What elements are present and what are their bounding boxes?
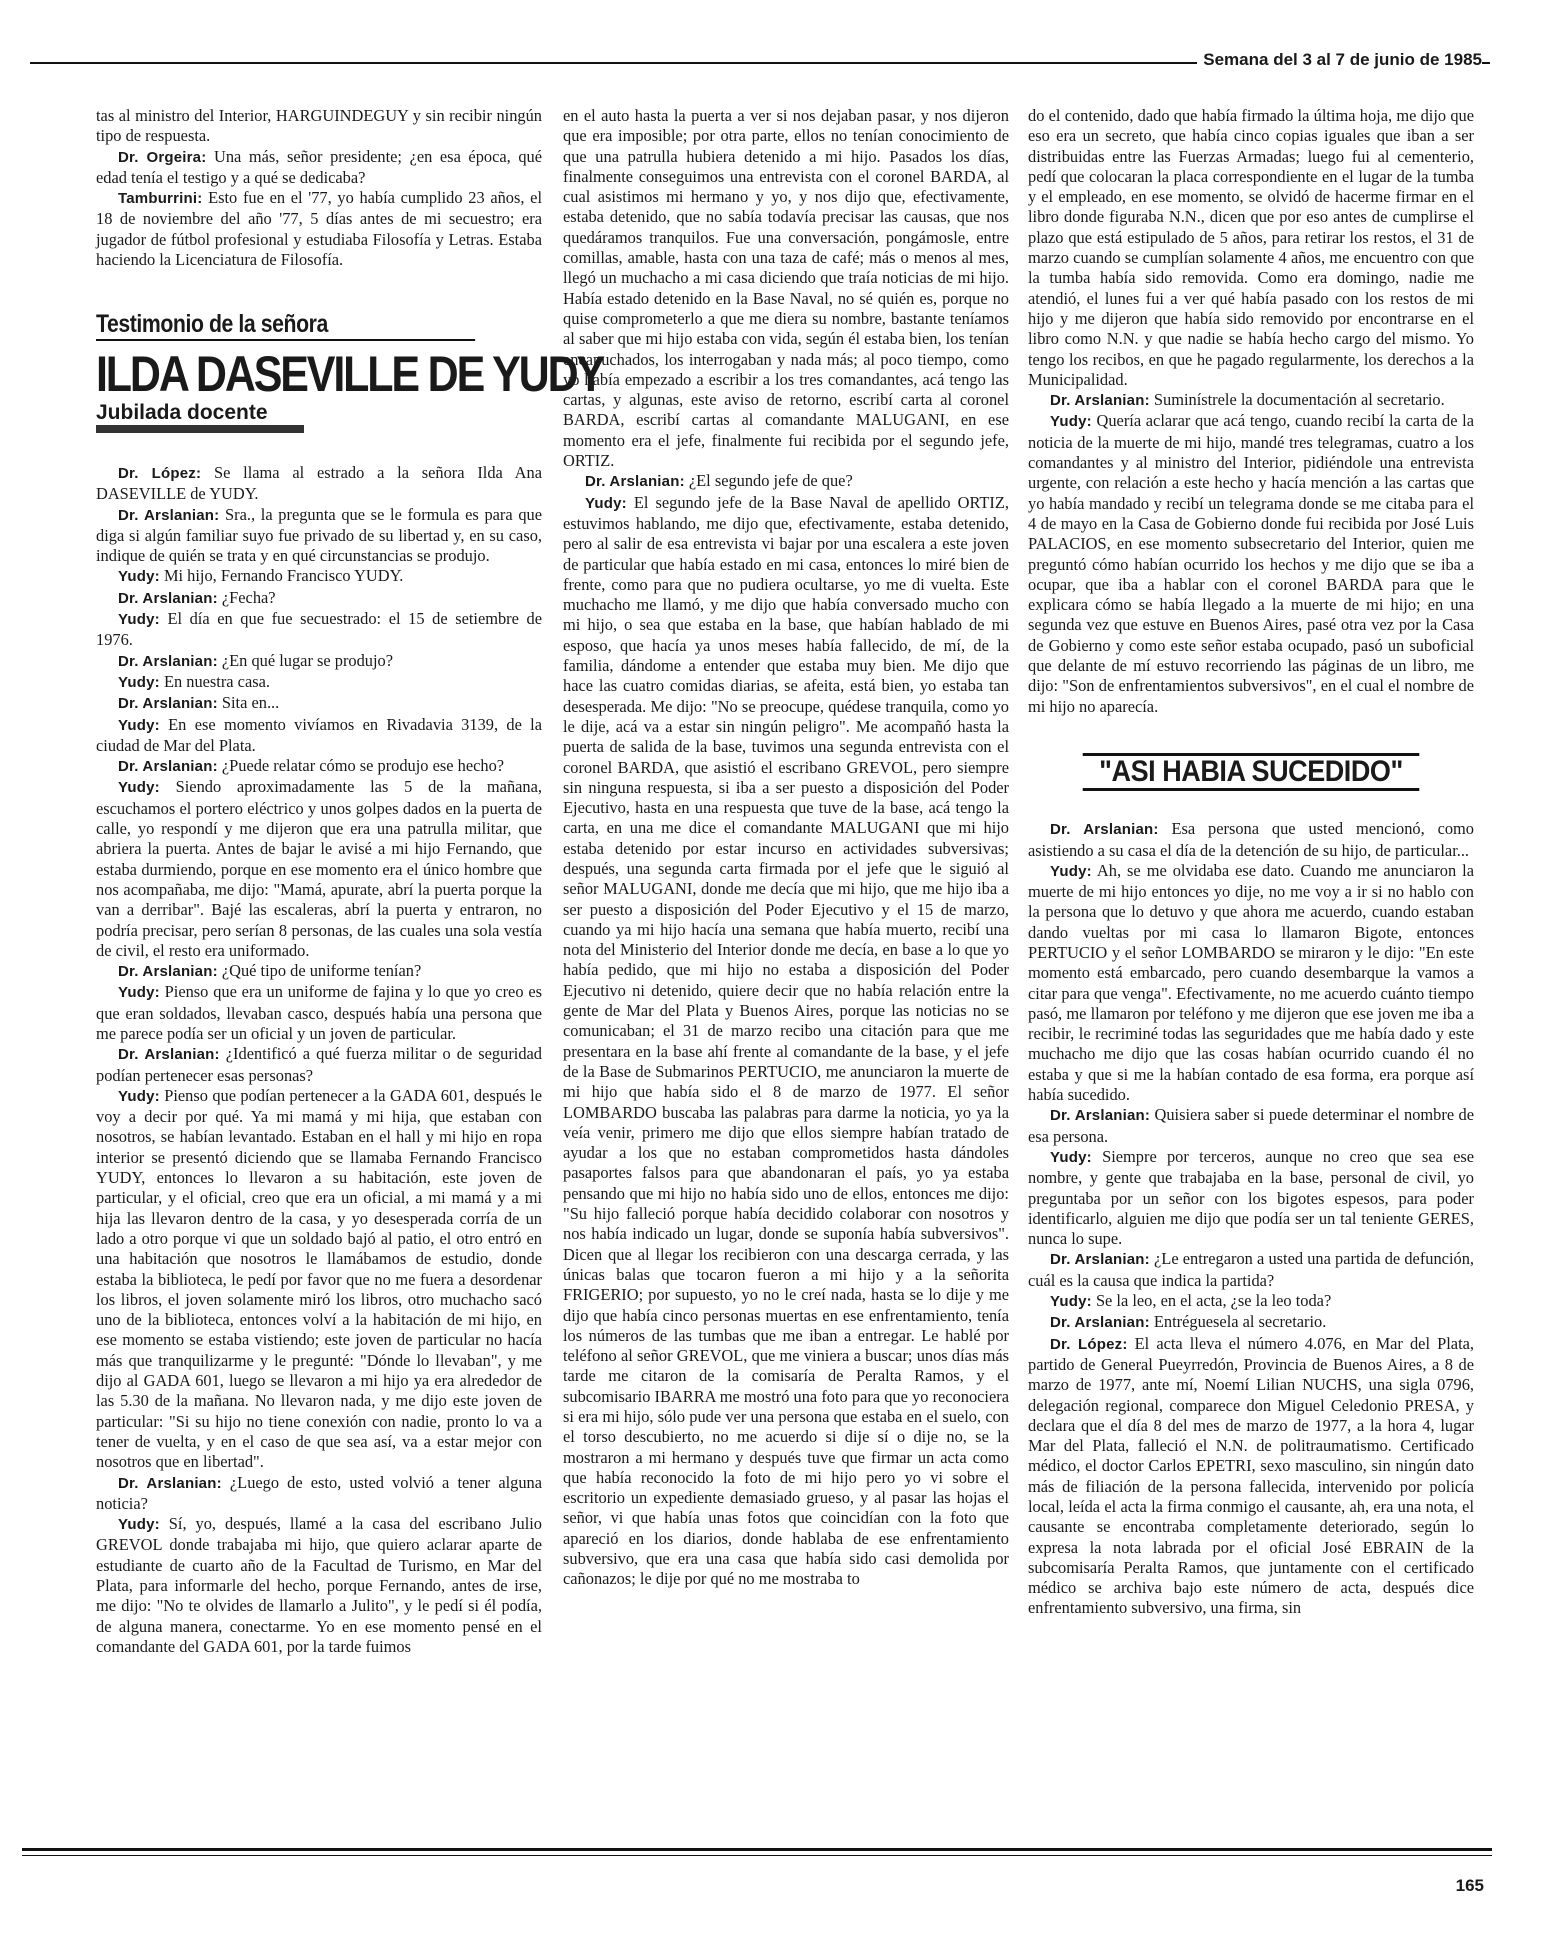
paragraph-text: Esa persona que usted mencionó, como asistiendo a su casa el día de la detención de su hijo, de particular... <box>1028 819 1474 860</box>
paragraph-text: en el auto hasta la puerta a ver si nos dejaban pasar, y nos dijeron que era imposible; por otra parte, ellos no tenían conocimiento de que una patrulla hubiera detenido a mi hijo. Pasados los días, finalmente conseguimos una entrevista con el coronel BARDA, al cual asistimos mi hermano y yo, y nos dijo que, efectivamente, estaba detenido, que no sabía todavía precisar las causas, que nos quedáramos tranquilos. Fue una conversación, pongámosle, entre comillas, amable, hasta con una taza de café; más o menos al mes, llegó un muchacho a mi casa diciendo que traía noticias de mi hijo. Había estado detenido en la Base Naval, no sé quién es, porque no quise comprometerlo a que me diera su nombre, bastante teníamos al saber que mi hijo estaba con vida, según él estaba bien, los tenían encapuchados, los interrogaban y nada más; al poco tiempo, como yo había empezado a escribir a los tres comandantes, acá tengo las cartas, y algunas, este aviso de retorno, escribí carta al coronel BARDA, escribí cartas al comandante MALUGANI, en ese momento era el jefe, finalmente fui recibida por el segundo jefe, ORTIZ. <box>563 106 1009 471</box>
speaker-label: Yudy: <box>118 984 160 1002</box>
footer-rule-thin <box>22 1855 1492 1856</box>
speaker-label: Dr. Arslanian: <box>118 652 218 670</box>
paragraph <box>1028 1312 1474 1333</box>
paragraph-text: En nuestra casa. <box>159 671 270 691</box>
paragraph <box>563 106 1009 471</box>
paragraph-text: Quería aclarar que acá tengo, cuando recibí la carta de la noticia de la muerte de mi hijo, mandé tres telegramas, cuatro a los comandantes y al ministro del Interior, pidiéndole una entrevista urgente, con relación a este hecho y hacía mención a las cartas que yo había mandado y recibí un telegrama donde se me citaba para el 4 de mayo en la Casa de Gobierno donde fui recibida por José Luis PALACIOS, en ese momento subsecretario del Interior, quien me preguntó cómo habían ocurrido los hechos y me dijo que se iba a ocupar, que iba a hablar con el coronel BARDA para que le explicara cómo se había llegado a la muerte de mi hijo; en una segunda vez que estuve en Buenos Aires, pasé otra vez por la Casa de Gobierno y como este señor estaba ocupado, pasó un suboficial que delante de mí estuvo recorriendo las páginas de un libro, me dijo: "Son de enfrentamientos subversivos", en el cual el nombre de mi hijo no aparecía. <box>1028 411 1474 716</box>
section-heading <box>1050 753 1451 791</box>
col1-top-text <box>96 106 542 270</box>
paragraph-text: Entréguesela al secretario. <box>1149 1312 1327 1332</box>
speaker-label: Yudy: <box>585 494 627 512</box>
paragraph <box>96 463 542 505</box>
paragraph-text: tas al ministro del Interior, HARGUINDEGUY y sin recibir ningún tipo de respuesta. <box>96 106 542 146</box>
paragraph <box>96 588 542 609</box>
paragraph-text: El segundo jefe de la Base Naval de apellido ORTIZ, estuvimos hablando, me dijo que, efectivamente, estaba detenido, pero al salir de esa entrevista vi bajar por una escalera a este joven de particular que había estado en mi casa, entonces lo miré bien de frente, como para que no pudiera ocultarse, yo me di vuelta. Este muchacho me llamó, y me dijo que había conversado mucho con mi hijo, o sea que estaba en la base, que habían hablado de mi esposo, que hacía ya unos meses había fallecido, de mí, de la familia, dándome a entender que estaba muy bien. Me dijo que hace las cuatro comidas diarias, se afeita, está bien, yo estaba tan desesperada. Me dijo: "No se preocupe, quédese tranquila, como yo le dije, acá va a estar sin ningún peligro". Me acompañó hasta la puerta de salida de la base, tuvimos una segunda entrevista con el coronel BARDA, que asistió el escribano GREVOL, pero siempre sin ninguna respuesta, si iba a ser puesto a disposición del Poder Ejecutivo, hasta en una respuesta que tuve de la base, acá tengo la carta, en una me dice el comandante MALUGANI que mi hijo estaba detenido por estar incurso en actividades subversivas; después, una segunda carta firmada por el jefe que le siguió al señor MALUGANI, donde me decía que mi hijo, que me hijo iba a ser puesto a disposición del Poder Ejecutivo y el 15 de marzo, cuando ya mi hijo hacía una semana que había muerto, recibí una nota del Ministerio del Interior donde me decía, en base a lo que yo había pedido, que mi hijo no estaba a disposición del Poder Ejecutivo ni detenido, quiere decir que no había relación entre la gente de Mar del Plata y Buenos Aires, porque las noticias no se comunicaban; el 31 de marzo recibo una citación para que me presentara en la base ahí frente al comandante de la base, y el jefe de la Base de Submarinos PERTUCIO, me anunciaron la muerte de mi hijo que había sido el 8 de marzo de 1977. El señor LOMBARDO buscaba las palabras para darme la noticia, yo ya la veía venir, primero me dijo que ellos siempre habían tratado de ayudar a los que no estaban comprometidos hasta dándoles pasaportes falsos para que abandonaran el país, yo ya estaba pensando que mi hijo no había sido uno de ellos, entonces me dijo: "Su hijo falleció porque había decidido colaborar con nosotros y nos había indicado un lugar, donde se suponía había subversivos". Dicen que al llegar los recibieron con una descarga cerrada, y las únicas balas que tocaron fueron a mi hijo y a la señorita FRIGERIO; por supuesto, yo no le creí nada, hasta se lo dije y me dijo que había cinco personas muertas en ese enfrentamiento, tenía los números de las tumbas que me iban a entregar. Le hablé por teléfono al señor GREVOL, que me viniera a buscar; unos días más tarde me citaron de la comisaría de Peralta Ramos, y el subcomisario IBARRA me mostró una foto para que yo reconociera si era mi hijo, sólo pude ver una persona que estaba en el suelo, con el torso descubierto, no me acuerdo si dije sí o dije no, se la mostraron a mi hermano y después tuve que firmar un acta como que había reconocido la foto de mi hijo pero yo vi sobre el escritorio un expediente demasiado grueso, y al pasar las hojas el señor, vi que había unas fotos que coincidían con la foto que apareció en los diarios, donde hablaba de ese enfrentamiento subversivo, que era una casa que había sido casi demolida por cañonazos; le dije por qué no me mostraba to <box>563 492 1009 1589</box>
paragraph <box>1028 1249 1474 1291</box>
paragraph <box>96 693 542 714</box>
speaker-label: Yudy: <box>118 673 160 691</box>
speaker-label: Yudy: <box>1050 1148 1092 1166</box>
speaker-label: Yudy: <box>1050 1293 1092 1311</box>
paragraph-text: Siendo aproximadamente las 5 de la mañana, escuchamos el portero eléctrico y unos golpes dados en la puerta de calle, yo respondí y me dijeron que era una patrulla militar, que abriera la puerta. Antes de bajar le avisé a mi hijo Fernando, que estaba durmiendo, porque en ese momento era el único hombre que nos acompañaba, me dijo: "Mamá, apurate, abrí la puerta porque la van a derribar". Bajé las escaleras, abrí la puerta y entraron, no podría precisar, pero serían 8 personas, de las cuales una sola vestía de civil, el resto era uniformado. <box>96 777 542 960</box>
paragraph <box>96 1514 542 1657</box>
testimony-label: Testimonio de la señora <box>96 314 475 340</box>
col1-main-text <box>96 463 542 1657</box>
speaker-label: Dr. Arslanian: <box>1050 1314 1150 1332</box>
speaker-label: Dr. Arslanian: <box>118 589 218 607</box>
speaker-label: Dr. Arslanian: <box>118 758 218 776</box>
paragraph <box>96 188 542 270</box>
paragraph-text: ¿Qué tipo de uniforme tenían? <box>217 961 422 981</box>
paragraph <box>1028 1147 1474 1249</box>
issue-date: Semana del 3 al 7 de junio de 1985 <box>1197 50 1482 70</box>
paragraph <box>1028 861 1474 1106</box>
speaker-label: Dr. Arslanian: <box>118 506 220 524</box>
paragraph-text: Ah, se me olvidaba ese dato. Cuando me anunciaron la muerte de mi hijo entonces yo dije, no me voy a ir si no hablo con la persona que lo detuvo y que ahora me acuerdo, cuando estaban dando vueltas por mi casa lo llamaron Bigote, entonces PERTUCIO y el señor LOMBARDO se miraron y le dijo: "En este momento está embarcado, pero cuando desembarque la vamos a citar para que venga". Efectivamente, no me acuerdo cuánto tiempo pasó, me llamaron por teléfono y me dijeron que ese joven me iba a recibir, le recriminé todas las seguridades que me había dado y este muchacho me dijo que las cosas habían ocurrido cuando él no estaba y que si me la habían contado de esa forma, era porque así había sucedido. <box>1028 860 1474 1105</box>
speaker-label: Tamburrini: <box>118 190 203 208</box>
paragraph <box>96 756 542 777</box>
speaker-label: Dr. Arslanian: <box>118 695 218 713</box>
speaker-label: Yudy: <box>118 1516 160 1534</box>
speaker-label: Dr. Arslanian: <box>118 1046 220 1064</box>
speaker-label: Yudy: <box>1050 413 1092 431</box>
paragraph-text: Una más, señor presidente; ¿en esa época, qué edad tenía el testigo y a qué se dedicaba? <box>96 146 542 187</box>
testimony-subtitle: Jubilada docente <box>96 400 268 424</box>
speaker-label: Dr. Arslanian: <box>118 963 218 981</box>
paragraph <box>1028 1105 1474 1147</box>
paragraph <box>96 106 542 147</box>
speaker-label: Yudy: <box>118 779 160 797</box>
paragraph-text: Pienso que podían pertenecer a la GADA 601, después le voy a decir por qué. Ya mi mamá y mi hija, que estaban con nosotros, se habían levantado. Estaban en el hall y mi hijo en ropa interior se presentó diciendo que se llamaba Fernando Francisco YUDY, entonces lo llevaron a su habitación, este joven de particular, y el oficial, creo que era un oficial, a mi mamá y a mi hija las llevaron dentro de la casa, y yo desesperada corría de un lado a otro porque vi que un soldado bajó al patio, el otro entró en una habitación que nosotros le llamábamos de estudio, donde estaba la biblioteca, le pedí por favor que no me fuera a desordenar los libros, el joven solamente miró los libros, otro muchacho sacó uno de la biblioteca, entonces volví a la habitación de mi hijo, en ese momento se estaba vistiendo; este joven de particular no hacía más que tranquilizarme y le pregunté: "Dónde lo llevaban", y me dijo al GADA 601, luego se llevaron a mi hijo ya era alrededor de las 5.30 de la mañana. No llevaron nada, y me dijo este joven de particular: "Si su hijo no tiene conexión con nadie, pronto lo va a tener de vuelta, y en el caso de que sea así, va a estar mejor con nosotros que en libertad". <box>96 1085 542 1472</box>
paragraph <box>1028 411 1474 716</box>
paragraph-text: ¿Puede relatar cómo se produjo ese hecho? <box>217 756 505 776</box>
paragraph-text: Se llama al estrado a la señora Ilda Ana DASEVILLE de YUDY. <box>96 462 542 504</box>
column-1 <box>96 106 603 1831</box>
paragraph <box>96 777 542 961</box>
paragraph <box>96 1473 542 1515</box>
paragraph <box>1028 1334 1474 1619</box>
paragraph <box>563 471 1009 492</box>
speaker-label: Dr. Orgeira: <box>118 148 207 166</box>
paragraph <box>96 672 542 693</box>
paragraph <box>96 609 542 651</box>
paragraph-text: Quisiera saber si puede determinar el nombre de esa persona. <box>1028 1105 1474 1146</box>
speaker-label: Dr. Arslanian: <box>1050 1251 1150 1269</box>
speaker-label: Yudy: <box>118 716 160 734</box>
paragraph <box>1028 1291 1474 1312</box>
col2-text <box>563 106 1009 1590</box>
paragraph <box>96 566 542 587</box>
paragraph <box>96 961 542 982</box>
column-3 <box>1028 106 1474 1831</box>
paragraph-text: Mi hijo, Fernando Francisco YUDY. <box>159 566 404 586</box>
column-2 <box>563 106 1009 1831</box>
paragraph-text: Sra., la pregunta que se le formula es para que diga si algún familiar suyo fue privado de su libertad y, en su caso, indique de quién se trata y en qué circunstancias se produjo. <box>96 504 543 566</box>
speaker-label: Yudy: <box>118 568 160 586</box>
paragraph <box>96 1044 542 1086</box>
paragraph <box>1028 390 1474 411</box>
paragraph-text: Se la leo, en el acta, ¿se la leo toda? <box>1091 1291 1332 1311</box>
paragraph-text: do el contenido, dado que había firmado la última hoja, me dijo que eso era un secreto, que había cinco copias iguales que iban a ser distribuidas entre las Fuerzas Armadas; luego fui al cementerio, pedí que colocaran la placa correspondiente en el lugar de la tumba y el empleado, en ese momento, se olvidó de hacerme firmar en el libro donde figuraba N.N., dicen que por eso antes de cumplirse el plazo que está estipulado de 5 años, para retirar los restos, el 31 de marzo cuando se cumplían solamente 4 años, me encuentro con que la tumba había sido removida. Como era domingo, nadie me atendió, el lunes fui a ver qué había pasado con los restos de mi hijo y me dijeron que había sido removido por encontrarse en el libro como N.N. y que nadie se había hecho cargo del mismo. Yo tengo los recibos, en que he pagado regularmente, los derechos a la Municipalidad. <box>1028 106 1474 389</box>
paragraph-text: Sita en... <box>217 693 280 713</box>
paragraph-text: En ese momento vivíamos en Rivadavia 3139, de la ciudad de Mar del Plata. <box>96 714 542 755</box>
col3-top-text <box>1028 106 1474 717</box>
paragraph <box>563 493 1009 1590</box>
paragraph-text: Suminístrele la documentación al secretario. <box>1149 390 1445 410</box>
paragraph-text: ¿En qué lugar se produjo? <box>217 650 394 670</box>
speaker-label: Yudy: <box>118 611 160 629</box>
subtitle-bar <box>96 425 304 433</box>
speaker-label: Dr. Arslanian: <box>1050 821 1159 839</box>
page-number: 165 <box>1455 1876 1484 1895</box>
paragraph <box>96 982 542 1044</box>
paragraph-text: El acta lleva el número 4.076, en Mar del Plata, partido de General Pueyrredón, Provincia de Buenos Aires, a 8 de marzo de 1977, ante mí, Noemí Lilian NUCHS, una sigla 0796, delegación regional, comparece don Miguel Celedonio PRESA, y declara que el día 8 del mes de marzo de 1977, a la hora 4, lugar Mar del Plata, falleció el N.N. de politraumatismo. Certificado médico, el doctor Carlos EPETRI, sexo masculino, sin ningún dato más de filiación de la persona fallecida, intervenido por policía local, leída el acta la firma conmigo el causante, ah, era una nota, el causante se encontraba completamente deteriorado, según lo expresa la nota labrada por el oficial José EBRAIN de la subcomisaría Peralta Ramos, que juntamente con el certificado médico se archiva bajo este número de acta, después dice enfrentamiento subversivo, una firma, sin <box>1028 1333 1474 1618</box>
paragraph <box>96 715 542 757</box>
section-heading-text: "ASI HABIA SUCEDIDO" <box>1083 753 1419 791</box>
paragraph-text: Esto fue en el '77, yo había cumplido 23 años, el 18 de noviembre del año '77, 5 días antes de mi secuestro; era jugador de fútbol profesional y estudiaba Filosofía y Letras. Estaba haciendo la Licenciatura de Filosofía. <box>96 188 542 270</box>
speaker-label: Yudy: <box>118 1087 160 1105</box>
speaker-label: Dr. López: <box>1050 1335 1128 1353</box>
speaker-label: Dr. López: <box>118 464 202 482</box>
paragraph-text: ¿Luego de esto, usted volvió a tener alguna noticia? <box>96 1472 543 1513</box>
paragraph <box>96 505 542 567</box>
paragraph-text: ¿Fecha? <box>217 587 276 607</box>
testimony-name: ILDA DASEVILLE DE YUDY <box>96 345 603 402</box>
paragraph-text: ¿Identificó a qué fuerza militar o de seguridad podían pertenecer esas personas? <box>96 1044 542 1085</box>
speaker-label: Yudy: <box>1050 862 1092 880</box>
paragraph <box>1028 106 1474 390</box>
paragraph-text: ¿El segundo jefe de que? <box>684 471 853 491</box>
speaker-label: Dr. Arslanian: <box>585 473 685 491</box>
paragraph <box>96 147 542 189</box>
paragraph <box>1028 819 1474 861</box>
footer-rule <box>22 1848 1492 1851</box>
paragraph-text: Sí, yo, después, llamé a la casa del escribano Julio GREVOL donde trabajaba mi hijo, que quiero aclarar aparte de estudiante de cuarto año de la Facultad de Turismo, en Mar del Plata, para informarle del hecho, porque Fernando, antes de irse, me dijo: "No te olvides de llamarlo a Julito", y le pedí si él podía, de alguna manera, conectarme. Yo en ese momento pensé en el comandante del GADA 601, por la tarde fuimos <box>96 1514 542 1656</box>
paragraph-text: Siempre por terceros, aunque no creo que sea ese nombre, y gente que trabajaba en la base, personal de civil, yo preguntaba por un señor con los bigotes espesos, para poder identificarlo, alguien me dijo que podía ser un tal teniente GERES, nunca lo supe. <box>1028 1146 1474 1249</box>
speaker-label: Dr. Arslanian: <box>1050 1107 1151 1125</box>
col3-main-text <box>1028 819 1474 1619</box>
speaker-label: Dr. Arslanian: <box>118 1474 222 1492</box>
paragraph <box>96 651 542 672</box>
speaker-label: Dr. Arslanian: <box>1050 392 1150 410</box>
paragraph-text: ¿Le entregaron a usted una partida de defunción, cuál es la causa que indica la partida? <box>1028 1249 1474 1290</box>
paragraph-text: Pienso que era un uniforme de fajina y lo que yo creo es que eran soldados, llevaban casco, después había una persona que me parece podía ser un oficial y un joven de particular. <box>96 982 542 1043</box>
paragraph-text: El día en que fue secuestrado: el 15 de setiembre de 1976. <box>96 609 542 650</box>
paragraph <box>96 1086 542 1473</box>
